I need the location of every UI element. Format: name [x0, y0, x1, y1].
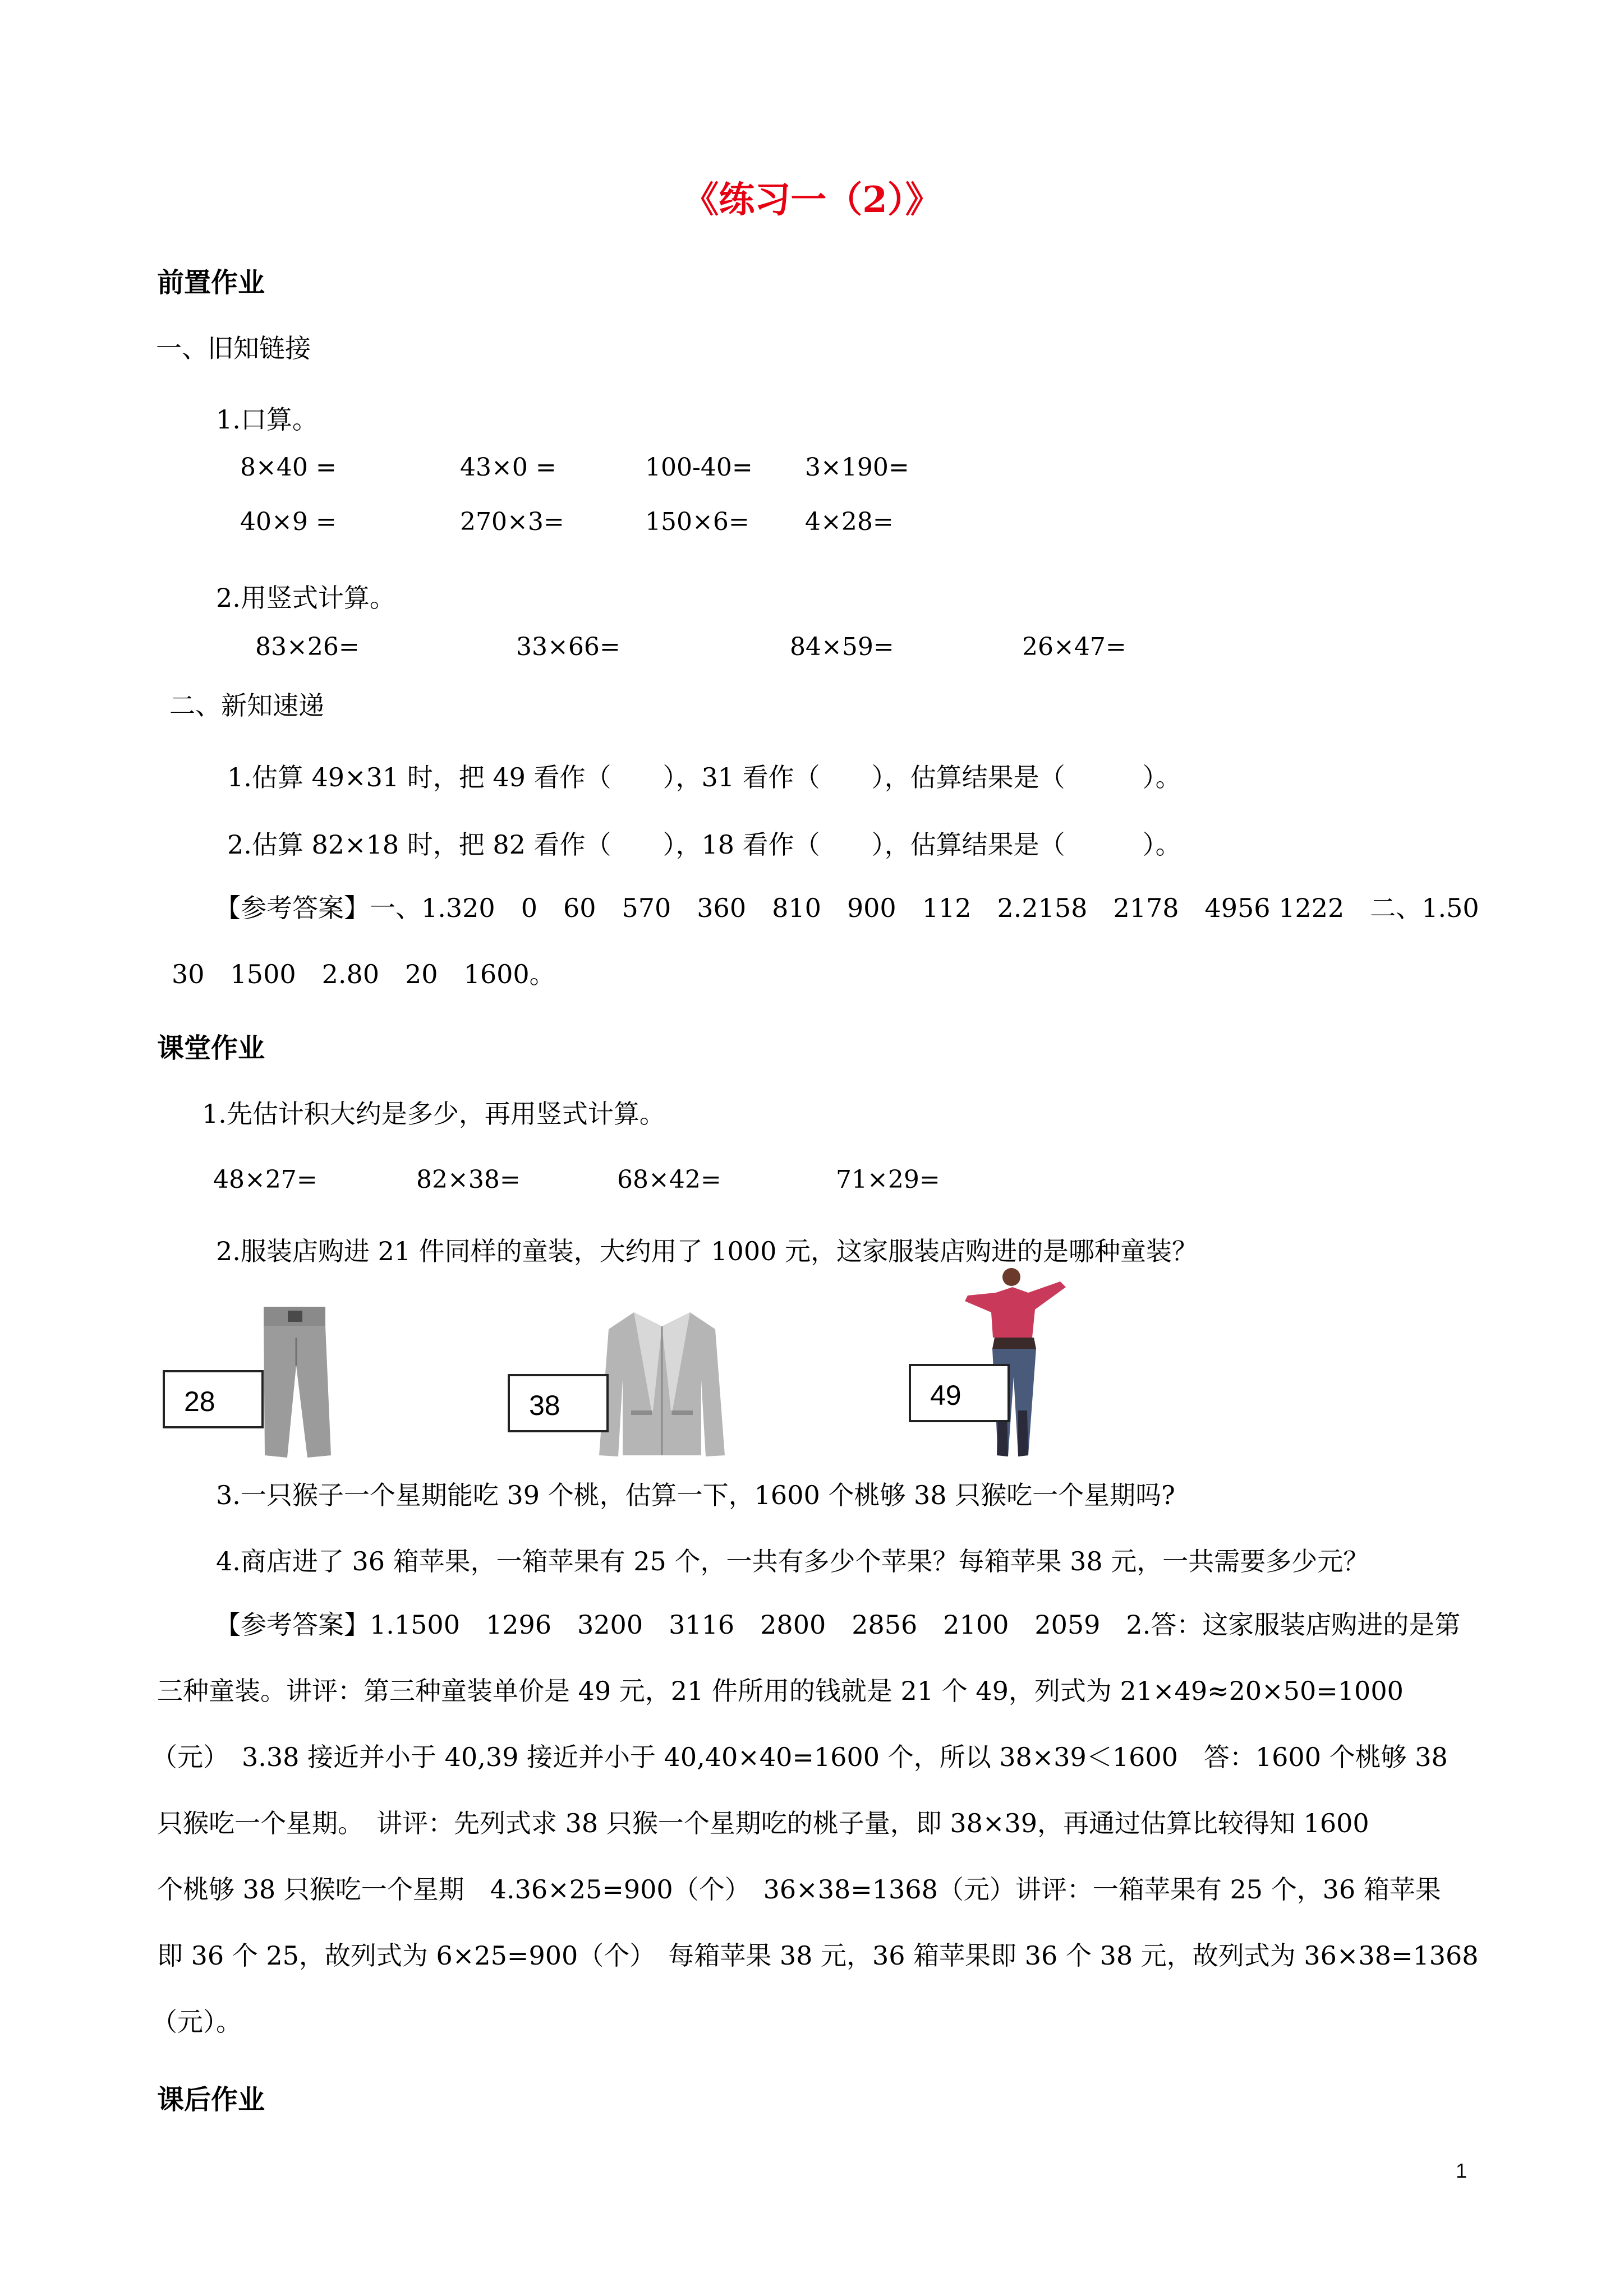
- page-number: 1: [1456, 2159, 1467, 2182]
- class-answer-line-5: 个桃够 38 只猴吃一个星期 4.36×25=900（个） 36×38=1368（元）讲评：一箱苹果有 25 个，36 箱苹果: [157, 1874, 1441, 1905]
- section-after-class: 课后作业: [157, 2084, 265, 2115]
- mental-math-row-1: [0, 453, 1624, 487]
- pre-answer-line-1: [215, 875, 1479, 941]
- problem: 26×47=: [1022, 633, 1126, 661]
- problem: 71×29=: [836, 1165, 940, 1194]
- estimate-calc-row: [0, 1165, 1624, 1199]
- price-box-jacket: 38: [508, 1374, 609, 1432]
- problem: 68×42=: [617, 1165, 721, 1194]
- section-pre-homework: 前置作业: [157, 267, 265, 298]
- problem: 8×40 =: [240, 453, 337, 482]
- class-answer-line-2: 三种童装。讲评：第三种童装单价是 49 元，21 件所用的钱就是 21 个 49，列式为 21×49≈20×50=1000: [157, 1676, 1404, 1706]
- classwork-q3: 3.一只猴子一个星期能吃 39 个桃，估算一下，1600 个桃够 38 只猴吃一个星期吗?: [216, 1480, 1175, 1510]
- part2-title: 二、新知速递: [169, 690, 324, 721]
- class-answer-line-4: 只猴吃一个星期。 讲评：先列式求 38 只猴一个星期吃的桃子量，即 38×39，再通过估算比较得知 1600: [157, 1808, 1369, 1838]
- problem: 100-40=: [645, 453, 753, 482]
- section-classwork: 课堂作业: [157, 1032, 265, 1064]
- classwork-q1: 1.先估计积大约是多少，再用竖式计算。: [202, 1099, 665, 1129]
- class-answer-line-3: （元） 3.38 接近并小于 40,39 接近并小于 40,40×40=1600 个，所以 38×39＜1600 答：1600 个桃够 38: [151, 1742, 1448, 1772]
- estimate-question-2: 2.估算 82×18 时，把 82 看作（ ），18 看作（ ），估算结果是（ ）。: [227, 829, 1181, 860]
- answer-text: 1.1500 1296 3200 3116 2800 2856 2100 2059 2.答：这家服装店购进的是第: [370, 1610, 1461, 1640]
- problem: 4×28=: [805, 508, 894, 536]
- problem: 150×6=: [645, 508, 749, 536]
- problem: 83×26=: [255, 633, 360, 661]
- problem: 33×66=: [516, 633, 620, 661]
- part1-title: 一、旧知链接: [156, 333, 311, 363]
- problem: 270×3=: [460, 508, 564, 536]
- estimate-question-1: 1.估算 49×31 时，把 49 看作（ ），31 看作（ ），估算结果是（ ）。: [227, 762, 1181, 792]
- mental-math-row-2: [0, 508, 1624, 541]
- problem: 3×190=: [805, 453, 909, 482]
- pre-answer-line-2: 30 1500 2.80 20 1600。: [172, 959, 555, 989]
- q2-title: 2.用竖式计算。: [216, 583, 395, 613]
- answer-label: 【参考答案】: [215, 1610, 370, 1640]
- answer-text: 一、1.320 0 60 570 360 810 900 112 2.2158 2178 4956 1222 二、1.50: [370, 893, 1479, 923]
- problem: 48×27=: [213, 1165, 318, 1194]
- classwork-q4: 4.商店进了 36 箱苹果，一箱苹果有 25 个，一共有多少个苹果？每箱苹果 38 元，一共需要多少元？: [216, 1546, 1369, 1576]
- classwork-q2: 2.服装店购进 21 件同样的童装，大约用了 1000 元，这家服装店购进的是哪种童装？: [216, 1236, 1198, 1266]
- class-answer-line-7: （元）。: [151, 2007, 242, 2037]
- problem: 40×9 =: [240, 508, 337, 536]
- price-box-pants: 28: [163, 1370, 264, 1428]
- problem: 84×59=: [790, 633, 894, 661]
- q1-title: 1.口算。: [216, 404, 318, 435]
- problem: 43×0 =: [460, 453, 556, 482]
- jacket-image: [595, 1304, 729, 1461]
- page-title: 《练习一（2）》: [683, 179, 941, 221]
- vertical-calc-row: [0, 633, 1624, 666]
- answer-label: 【参考答案】: [215, 893, 370, 923]
- class-answer-line-1: [215, 1592, 1460, 1658]
- price-box-outfit: 49: [909, 1364, 1010, 1422]
- class-answer-line-6: 即 36 个 25，故列式为 6×25=900（个） 每箱苹果 38 元，36 箱苹果即 36 个 38 元，故列式为 36×38=1368: [157, 1940, 1479, 1971]
- problem: 82×38=: [416, 1165, 521, 1194]
